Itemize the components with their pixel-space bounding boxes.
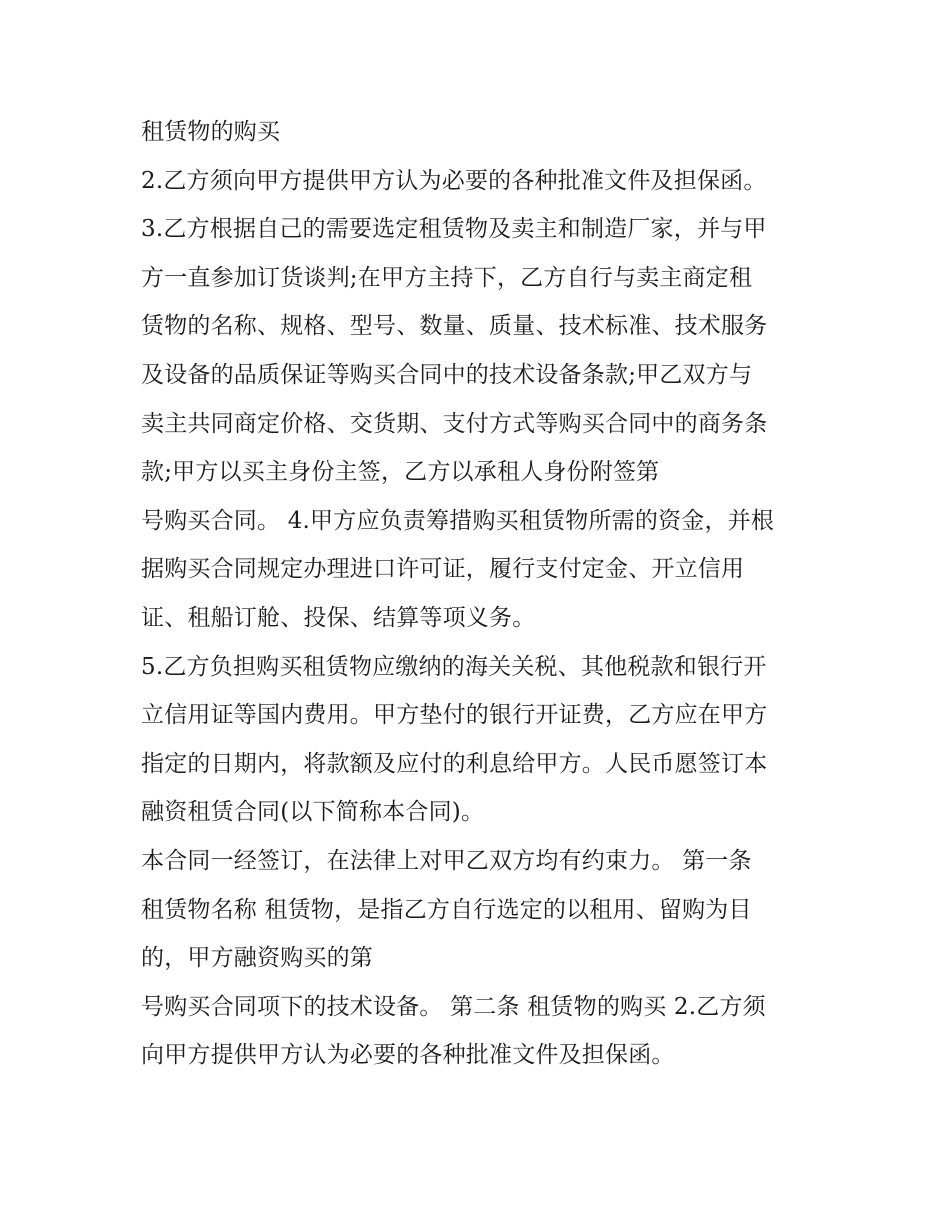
text-line: 租赁物名称 租赁物，是指乙方自行选定的以租用、留购为目 <box>141 896 752 923</box>
text-line: 方一直参加订货谈判;在甲方主持下，乙方自行与卖主商定租 <box>141 264 753 291</box>
text-line: 指定的日期内，将款额及应付的利息给甲方。人民币愿签订本 <box>141 750 768 777</box>
text-line: 号购买合同项下的技术设备。 第二条 租赁物的购买 2.乙方须 <box>141 993 766 1020</box>
text-line: 号购买合同。 4.甲方应负责筹措购买租赁物所需的资金，并根 <box>141 507 775 534</box>
text-line: 及设备的品质保证等购买合同中的技术设备条款;甲乙双方与 <box>141 361 753 388</box>
text-line: 本合同一经签订，在法律上对甲乙双方均有约束力。 第一条 <box>141 847 752 874</box>
text-line: 赁物的名称、规格、型号、数量、质量、技术标准、技术服务 <box>141 313 768 340</box>
text-line: 卖主共同商定价格、交货期、支付方式等购买合同中的商务条 <box>141 410 768 437</box>
text-line: 据购买合同规定办理进口许可证，履行支付定金、开立信用 <box>141 556 745 583</box>
text-line: 3.乙方根据自己的需要选定租赁物及卖主和制造厂家，并与甲 <box>141 216 767 243</box>
text-line: 款;甲方以买主身份主签，乙方以承租人身份附签第 <box>141 459 660 486</box>
text-line: 立信用证等国内费用。甲方垫付的银行开证费，乙方应在甲方 <box>141 702 768 729</box>
contract-text-block <box>141 108 831 1080</box>
text-line: 2.乙方须向甲方提供甲方认为必要的各种批准文件及担保函。 <box>141 167 767 194</box>
text-line: 的，甲方融资购买的第 <box>141 945 373 972</box>
text-line: 融资租赁合同(以下简称本合同)。 <box>141 799 485 826</box>
text-line: 向甲方提供甲方认为必要的各种批准文件及担保函。 <box>141 1042 675 1069</box>
text-line: 5.乙方负担购买租赁物应缴纳的海关关税、其他税款和银行开 <box>141 653 767 680</box>
text-line: 证、租船订舱、投保、结算等项义务。 <box>141 604 536 631</box>
text-line: 租赁物的购买 <box>141 119 281 145</box>
